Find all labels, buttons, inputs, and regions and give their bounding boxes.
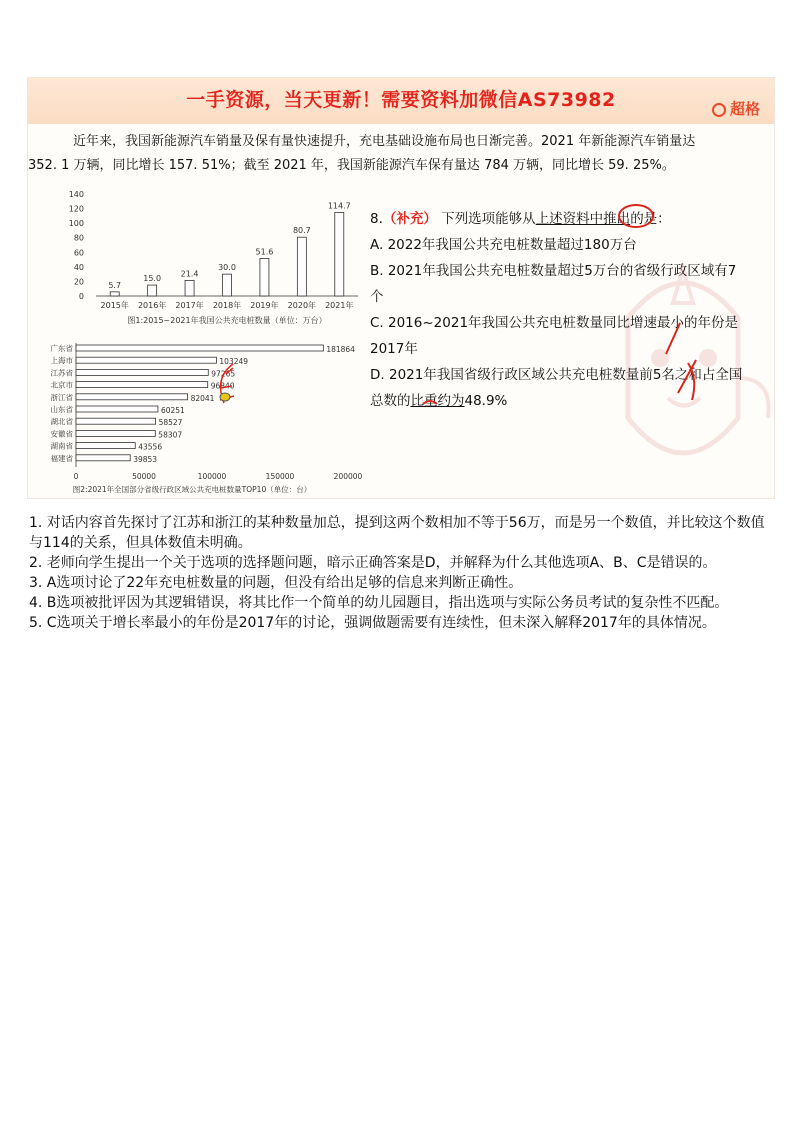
bar-value-label: 43556 [138, 442, 163, 452]
y-tick-label: 80 [73, 233, 84, 243]
question-number: 8. [370, 211, 383, 227]
answer-notes [29, 513, 775, 633]
y-tick-label: 40 [73, 262, 84, 272]
bar-value-label: 114.7 [327, 201, 351, 211]
x-tick-label: 50000 [132, 472, 156, 481]
bar-value-label: 82041 [190, 393, 215, 403]
answer-note: 3. A选项讨论了22年充电桩数量的问题，但没有给出足够的信息来判断正确性。 [29, 575, 523, 591]
bar-value-label: 60251 [160, 406, 185, 415]
bar-value-label: 103249 [219, 357, 249, 367]
bar-value-label: 21.4 [180, 269, 199, 279]
option-b-line-2: 个 [370, 289, 384, 305]
bar-value-label: 181864 [326, 345, 355, 354]
bar-value-label: 80.7 [292, 226, 311, 236]
bar-value-label: 58527 [158, 418, 183, 428]
question-tag: （补充） [382, 211, 437, 227]
x-tick-label: 2016年 [137, 301, 167, 310]
question-stem-c: 的是： [630, 211, 671, 227]
y-tick-label: 100 [68, 219, 84, 229]
y-tick-label: 上海市 [50, 356, 73, 366]
x-tick-label: 200000 [333, 472, 363, 481]
question-stem-a: 下列选项能够从 [436, 211, 536, 227]
option-d-part-a: 总数的 [370, 393, 411, 409]
option-d-part-c: 48.9% [464, 393, 508, 409]
bar-value-label: 51.6 [255, 247, 274, 257]
pen-cursor-icon [220, 393, 230, 401]
option-b-line-1: B. 2021年我国公共充电桩数量超过5万台的省级行政区域有7 [370, 263, 737, 279]
chart-title: 图1:2015~2021年我国公共充电桩数量（单位：万台） [127, 316, 327, 325]
y-tick-label: 140 [68, 190, 84, 199]
x-tick-label: 0 [73, 472, 79, 481]
y-tick-label: 湖北省 [50, 417, 73, 427]
banner-title: 一手资源，当天更新！需要资料加微信AS73982 [186, 89, 616, 111]
option-c-line-2: 2017年 [370, 341, 418, 357]
x-tick-label: 2018年 [212, 301, 242, 310]
y-tick-label: 湖南省 [50, 441, 73, 451]
answer-note: 1. 对话内容首先探讨了江苏和浙江的某种数量加总，提到这两个数相加不等于56万，而是另一个数值，并比较这个数值与114的关系，但具体数值未明确。 [29, 515, 765, 551]
intro-line-2: 352. 1 万辆，同比增长 157. 51%；截至 2021 年，我国新能源汽车保有量达 784 万辆，同比增长 59. 25%。 [28, 158, 675, 173]
y-tick-label: 江苏省 [50, 368, 73, 378]
y-tick-label: 山东省 [50, 405, 73, 414]
y-tick-label: 安徽省 [50, 429, 73, 439]
answer-note: 4. B选项被批评因为其逻辑错误，将其比作一个简单的幼儿园题目，指出选项与实际公务员考试的复杂性不匹配。 [29, 595, 729, 611]
slash-mark-b [666, 323, 680, 354]
y-tick-label: 60 [73, 248, 84, 258]
question-stem-b: 上述资料中推出 [535, 211, 631, 227]
x-tick-label: 2020年 [287, 301, 317, 310]
x-tick-label: 100000 [197, 472, 227, 481]
bar-value-label: 97265 [211, 369, 236, 379]
option-d-line-1: D. 2021年我国省级行政区域公共充电桩数量前5名之和占全国 [370, 367, 743, 383]
x-tick-label: 2015年 [100, 301, 129, 310]
y-tick-label: 福建省 [50, 453, 73, 463]
y-tick-label: 北京市 [50, 380, 73, 390]
bar-value-label: 15.0 [143, 274, 162, 284]
bar-value-label: 58307 [158, 430, 183, 440]
y-tick-label: 浙江省 [50, 392, 73, 402]
option-c-line-1: C. 2016~2021年我国公共充电桩数量同比增速最小的年份是 [370, 315, 739, 331]
y-tick-label: 120 [68, 204, 84, 214]
arc-mark [423, 401, 437, 404]
x-tick-label: 2019年 [250, 301, 279, 310]
x-tick-label: 2021年 [325, 301, 354, 310]
x-tick-label: 150000 [265, 472, 295, 481]
y-tick-label: 20 [73, 277, 84, 287]
y-tick-label: 广东省 [50, 344, 73, 353]
x-tick-label: 2017年 [175, 301, 204, 310]
bar-value-label: 96840 [210, 381, 235, 391]
bar-value-label: 5.7 [108, 280, 122, 290]
brand-name: 超格 [729, 100, 760, 118]
answer-note: 2. 老师向学生提出一个关于选项的选择题问题，暗示正确答案是D，并解释为什么其他选项A、B、C是错误的。 [29, 555, 717, 571]
answer-note: 5. C选项关于增长率最小的年份是2017年的讨论，强调做题需要有连续性，但未深入解释2017年的具体情况。 [29, 615, 716, 631]
question-screenshot [27, 77, 775, 499]
circle-mark [619, 205, 653, 227]
intro-line-1: 近年来，我国新能源汽车销量及保有量快速提升，充电基础设施布局也日渐完善。2021 年新能源汽车销量达 [73, 134, 696, 149]
option-a: A. 2022年我国公共充电桩数量超过180万台 [370, 237, 637, 253]
handwritten-annotations [28, 78, 774, 498]
bar-value-label: 39853 [133, 454, 158, 464]
option-d-part-b: 比重约为 [410, 393, 465, 409]
y-tick-label: 0 [78, 292, 84, 301]
bar-value-label: 30.0 [218, 263, 236, 273]
chart-title: 图2:2021年全国部分省级行政区域公共充电桩数量TOP10（单位：台） [72, 485, 312, 494]
check-mark-d [688, 363, 694, 400]
